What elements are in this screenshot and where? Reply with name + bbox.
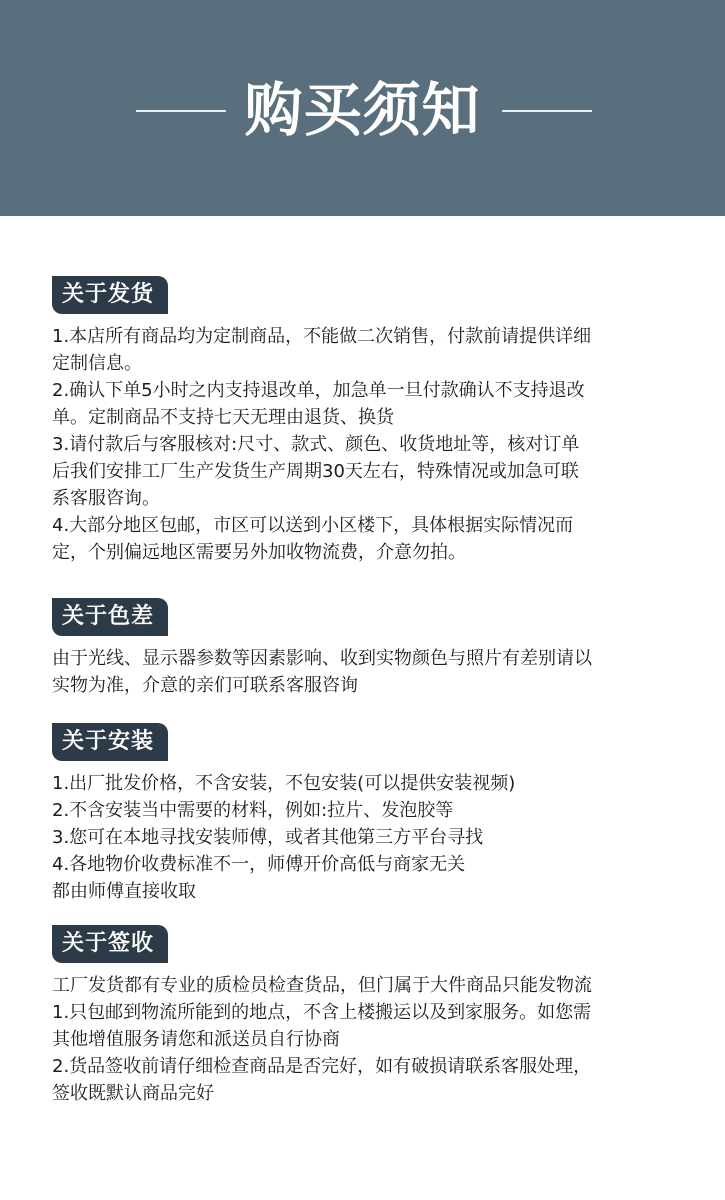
text-line: 2.确认下单5小时之内支持退改单，加急单一旦付款确认不支持退改 xyxy=(52,380,585,401)
section-body-color-difference xyxy=(52,645,692,699)
text-line: 1.本店所有商品均为定制商品，不能做二次销售，付款前请提供详细 xyxy=(52,326,592,347)
section-title-shipping: 关于发货 xyxy=(52,276,168,314)
header-banner xyxy=(0,0,725,216)
header-divider-right xyxy=(502,110,592,112)
text-line: 后我们安排工厂生产发货生产周期30天左右，特殊情况或加急可联 xyxy=(52,461,579,482)
text-line: 3.您可在本地寻找安装师傅，或者其他第三方平台寻找 xyxy=(52,827,484,848)
page-title: 购买须知 xyxy=(244,76,481,144)
text-line: 都由师傅直接收取 xyxy=(52,881,196,902)
section-installation xyxy=(52,723,692,905)
text-line: 定制信息。 xyxy=(52,353,142,374)
section-shipping xyxy=(52,276,692,566)
text-line: 1.只包邮到物流所能到的地点，不含上楼搬运以及到家服务。如您需 xyxy=(52,1002,592,1023)
section-body-shipping xyxy=(52,323,692,566)
text-line: 4.大部分地区包邮，市区可以送到小区楼下，具体根据实际情况而 xyxy=(52,515,574,536)
section-title-color-difference: 关于色差 xyxy=(52,598,168,636)
text-line: 系客服咨询。 xyxy=(52,488,160,509)
text-line: 4.各地物价收费标准不一，师傅开价高低与商家无关 xyxy=(52,854,466,875)
text-line: 签收既默认商品完好 xyxy=(52,1083,214,1104)
section-title-signing: 关于签收 xyxy=(52,925,168,963)
text-line: 其他增值服务请您和派送员自行协商 xyxy=(52,1029,340,1050)
section-signing xyxy=(52,925,692,1107)
text-line: 由于光线、显示器参数等因素影响、收到实物颜色与照片有差别请以 xyxy=(52,648,592,669)
section-title-installation: 关于安装 xyxy=(52,723,168,761)
text-line: 单。定制商品不支持七天无理由退货、换货 xyxy=(52,407,394,428)
section-body-installation xyxy=(52,770,692,905)
text-line: 1.出厂批发价格，不含安装，不包安装(可以提供安装视频) xyxy=(52,773,516,794)
section-color-difference xyxy=(52,598,692,699)
section-body-signing xyxy=(52,972,692,1107)
text-line: 工厂发货都有专业的质检员检查货品，但门属于大件商品只能发物流 xyxy=(52,975,592,996)
text-line: 实物为准，介意的亲们可联系客服咨询 xyxy=(52,675,358,696)
text-line: 定，个别偏远地区需要另外加收物流费，介意勿拍。 xyxy=(52,542,466,563)
text-line: 2.货品签收前请仔细检查商品是否完好，如有破损请联系客服处理， xyxy=(52,1056,592,1077)
text-line: 3.请付款后与客服核对:尺寸、款式、颜色、收货地址等，核对订单 xyxy=(52,434,580,455)
text-line: 2.不含安装当中需要的材料，例如:拉片、发泡胶等 xyxy=(52,800,454,821)
